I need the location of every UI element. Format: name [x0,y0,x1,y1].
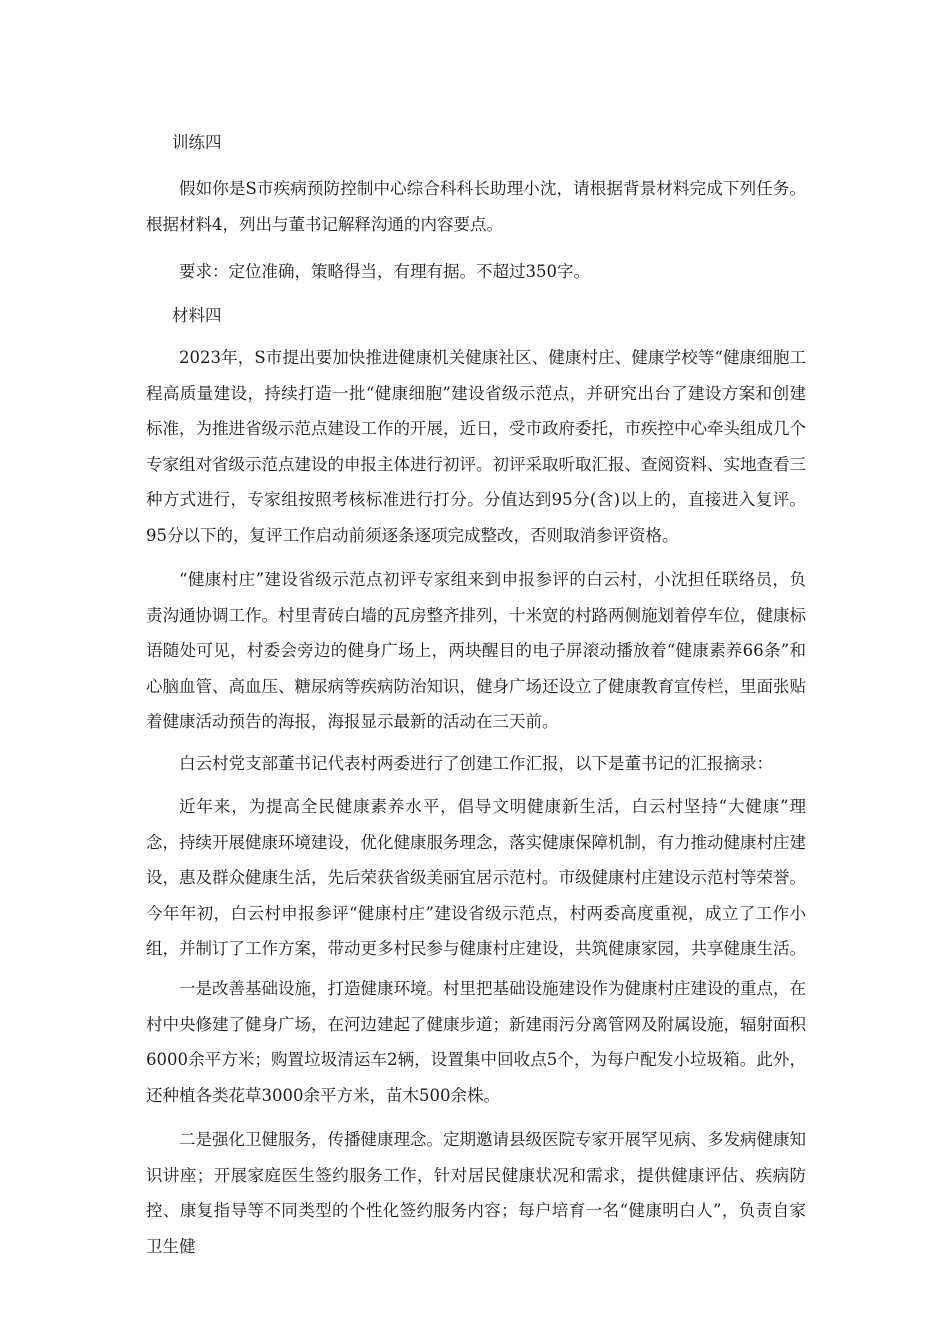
material-heading: 材料四 [172,306,222,325]
paragraph-report-intro: 白云村党支部董书记代表村两委进行了创建工作汇报，以下是董书记的汇报摘录： [179,754,773,773]
paragraph-infrastructure: 一是改善基础设施，打造健康环境。村里把基础设施建设作为健康村庄建设的重点，在村中央修建了健身广场，在河边建起了健康步道；新建雨污分离管网及附属设施，辐射面积6000余平方米；购置垃圾清运车2辆，设置集中回收点5个，为每户配发小垃圾箱。此外，还种植各类花草3000余平方米，苗木500余株。 [146,979,806,1105]
requirement-text: 要求：定位准确，策略得当，有理有据。不超过350字。 [179,262,590,281]
task-prompt: 假如你是S市疾病预防控制中心综合科科长助理小沈，请根据背景材料完成下列任务。根据材料4，列出与董书记解释沟通的内容要点。 [146,179,806,234]
task-heading: 训练四 [172,133,222,152]
paragraph-village-visit: “健康村庄”建设省级示范点初评专家组来到申报参评的白云村，小沈担任联络员，负责沟通协调工作。村里青砖白墙的瓦房整齐排列，十米宽的村路两侧施划着停车位，健康标语随处可见，村委会旁边的健身广场上，两块醒目的电子屏滚动播放着“健康素养66条”和心脑血管、高血压、糖尿病等疾病防治知识，健身广场还设立了健康教育宣传栏，里面张贴着健康活动预告的海报，海报显示最新的活动在三天前。 [146,570,806,731]
paragraph-report-overview: 近年来，为提高全民健康素养水平，倡导文明健康新生活，白云村坚持“大健康”理念，持续开展健康环境建设，优化健康服务理念，落实健康保障机制，有力推动健康村庄建设，惠及群众健康生活，先后荣获省级美丽宜居示范村。市级健康村庄建设示范村等荣誉。今年年初，白云村申报参评“健康村庄”建设省级示范点，村两委高度重视，成立了工作小组，并制订了工作方案，带动更多村民参与健康村庄建设，共筑健康家园，共享健康生活。 [146,797,806,958]
paragraph-background: 2023年，S市提出要加快推进健康机关健康社区、健康村庄、健康学校等“健康细胞工程高质量建设，持续打造一批“健康细胞”建设省级示范点，并研究出台了建设方案和创建标准，为推进省级示范点建设工作的开展，近日，受市政府委托，市疾控中心牵头组成几个专家组对省级示范点建设的申报主体进行初评。初评采取听取汇报、查阅资料、实地查看三种方式进行，专家组按照考核标准进行打分。分值达到95分(含)以上的，直接进入复评。95分以下的，复评工作启动前须逐条逐项完成整改，否则取消参评资格。 [146,348,806,545]
paragraph-health-services: 二是强化卫健服务，传播健康理念。定期邀请县级医院专家开展罕见病、多发病健康知识讲座；开展家庭医生签约服务工作，针对居民健康状况和需求，提供健康评估、疾病防控、康复指导等不同类型的个性化签约服务内容；每户培育一名“健康明白人”，负责自家卫生健 [146,1130,806,1256]
